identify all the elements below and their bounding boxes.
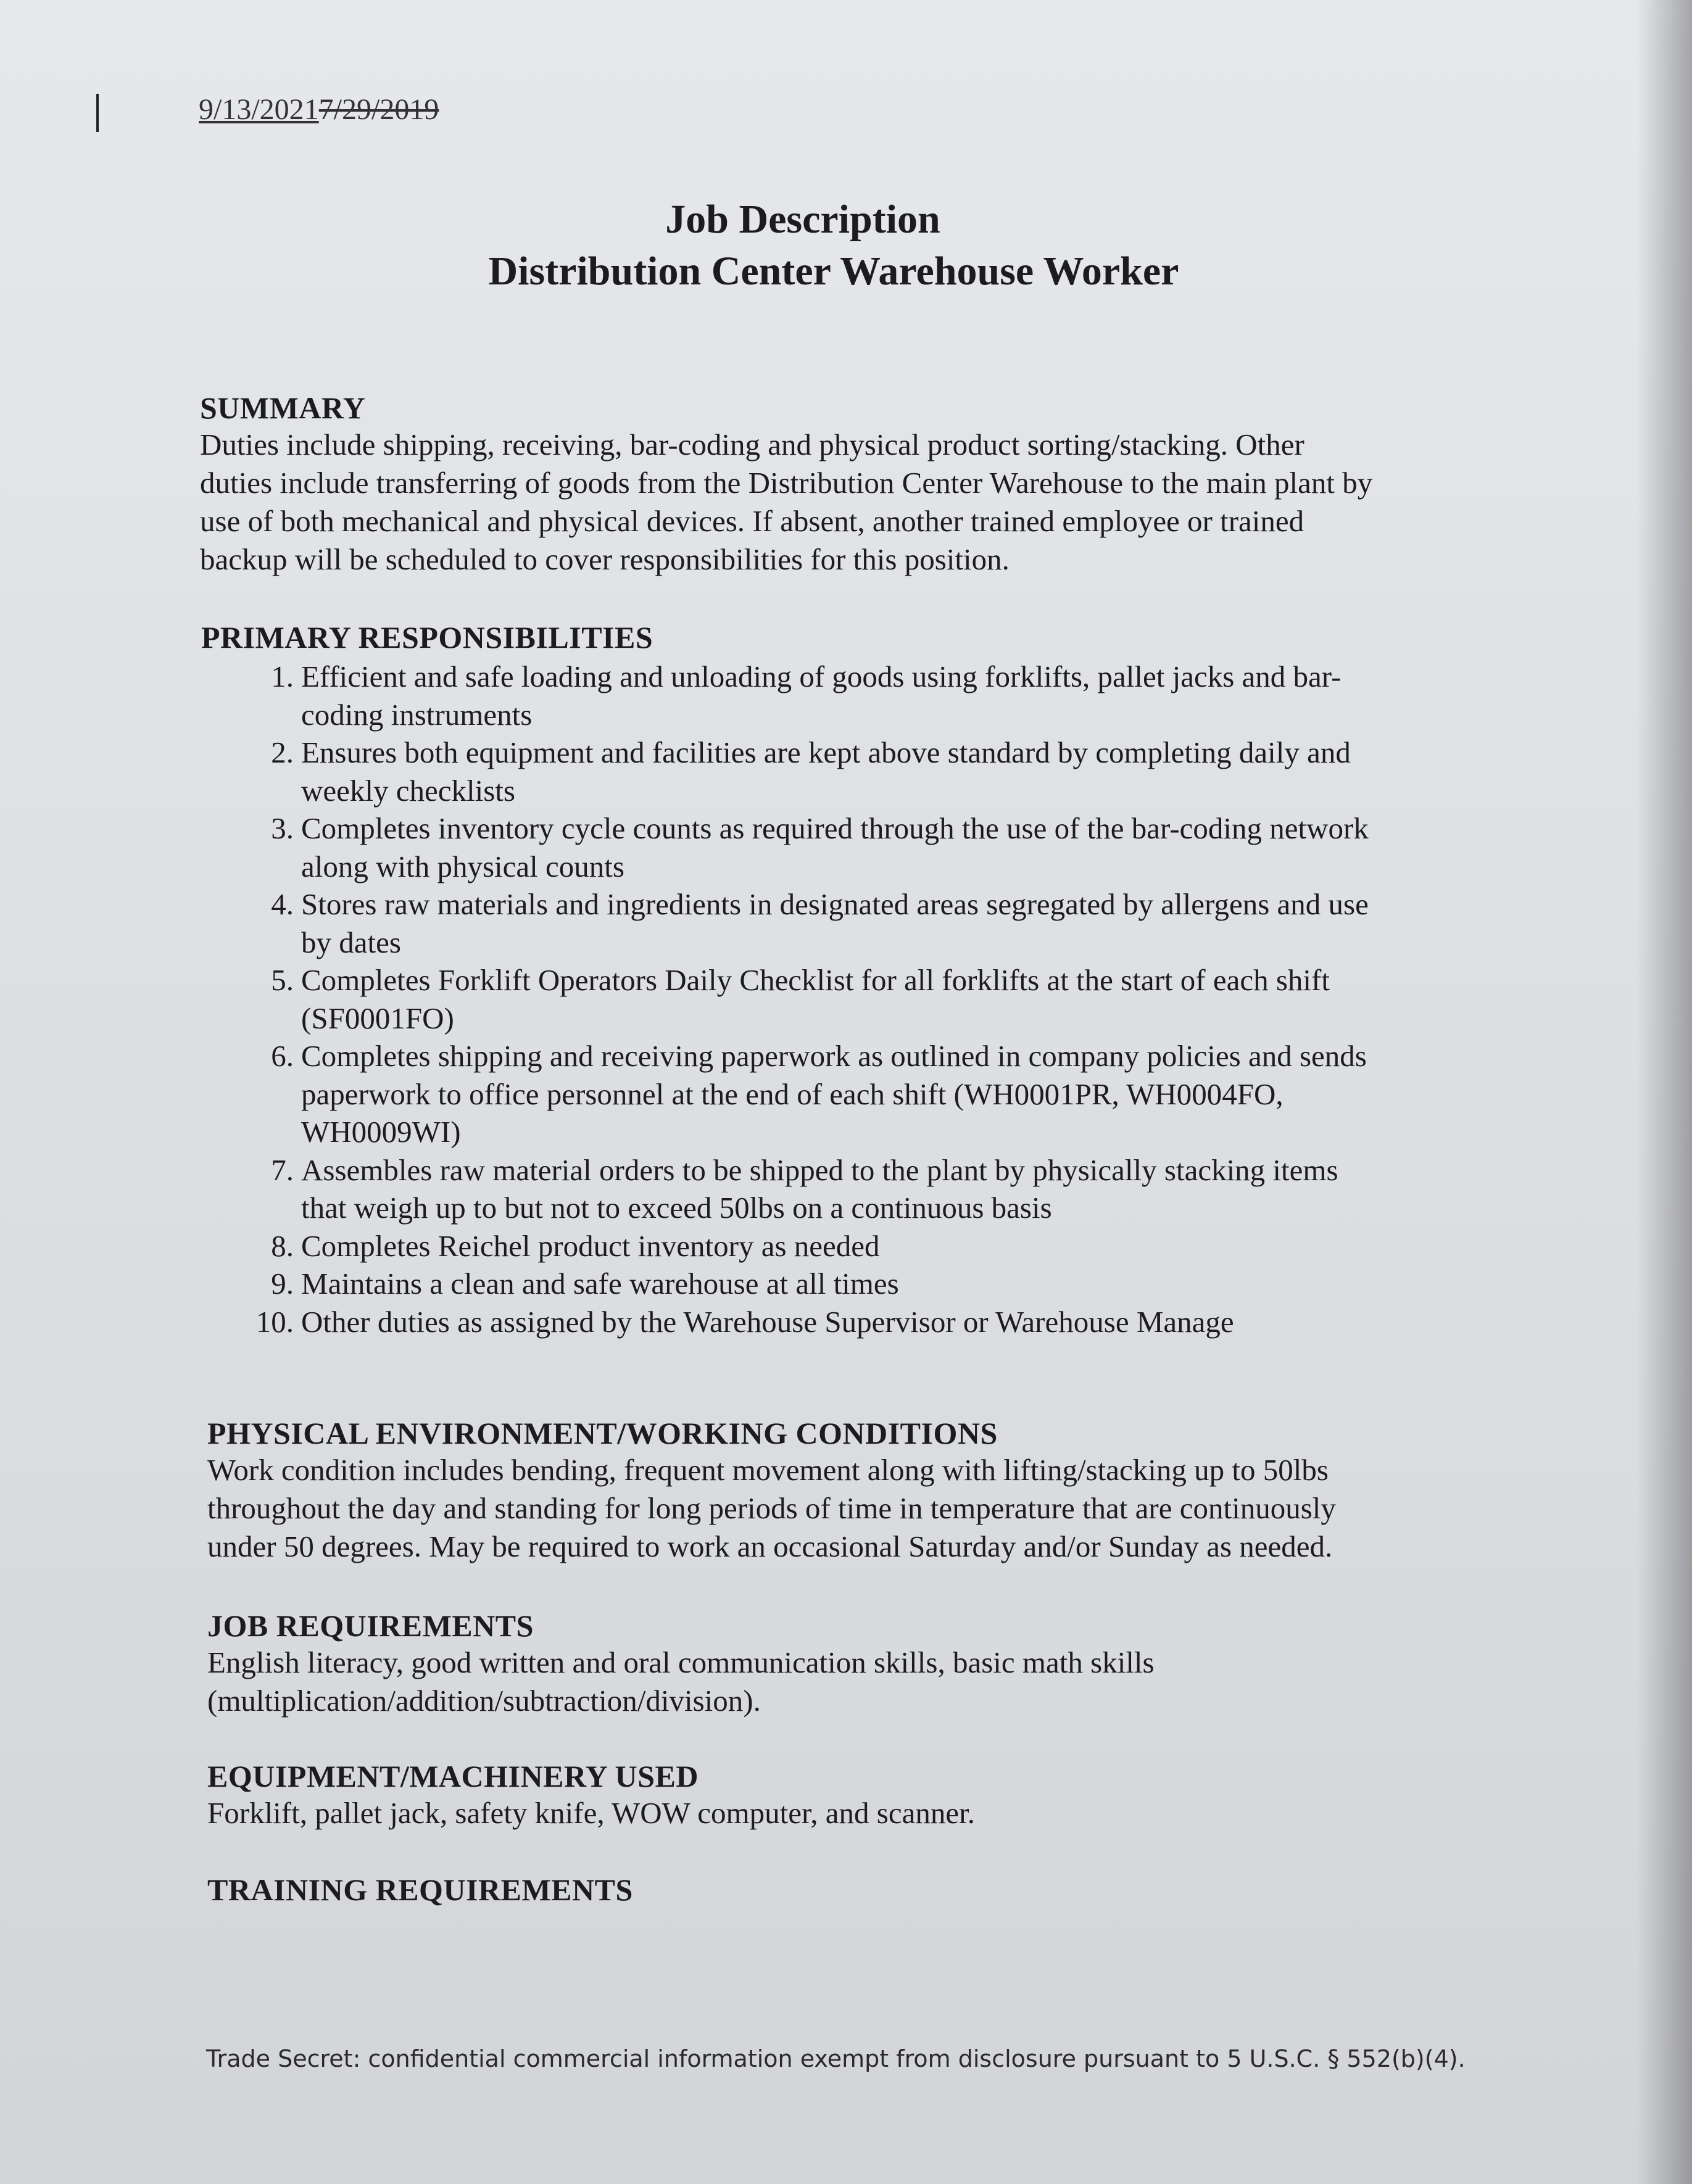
item-text: Efficient and safe loading and unloading of goods using forklifts, pallet jacks and bar- <box>301 660 1342 693</box>
environment-line: Work condition includes bending, frequent movement along with lifting/stacking up to 50lbs <box>207 1453 1329 1487</box>
item-number: 5. <box>271 963 294 997</box>
item-number: 1. <box>271 660 294 693</box>
document-title: Job Description <box>665 197 940 242</box>
training-requirements-heading: TRAINING REQUIREMENTS <box>207 1872 633 1907</box>
item-text: Ensures both equipment and facilities are kept above standard by completing daily and <box>301 735 1351 769</box>
item-text: Completes shipping and receiving paperwork as outlined in company policies and sends <box>301 1039 1367 1073</box>
job-requirements-heading: JOB REQUIREMENTS <box>207 1608 534 1643</box>
item-text: along with physical counts <box>301 849 624 883</box>
physical-environment-heading: PHYSICAL ENVIRONMENT/WORKING CONDITIONS <box>207 1416 998 1450</box>
document-subtitle: Distribution Center Warehouse Worker <box>488 249 1179 294</box>
struck-date: 7/29/2019 <box>318 93 439 126</box>
item-text: paperwork to office personnel at the end of each shift (WH0001PR, WH0004FO, <box>301 1077 1284 1111</box>
summary-line: duties include transferring of goods from the Distribution Center Warehouse to the main plant by <box>200 466 1373 500</box>
requirements-line: (multiplication/addition/subtraction/division). <box>207 1684 761 1718</box>
list-item <box>247 885 1481 961</box>
trade-secret-footer: Trade Secret: confidential commercial information exempt from disclosure pursuant to 5 U.S.C. § 552(b)(4). <box>206 2045 1466 2072</box>
summary-heading: SUMMARY <box>200 391 366 425</box>
summary-line: use of both mechanical and physical devices. If absent, another trained employee or trained <box>200 504 1304 538</box>
item-number: 7. <box>271 1152 294 1187</box>
item-text: by dates <box>301 925 401 959</box>
responsibilities-list <box>247 658 1481 1341</box>
list-item <box>247 734 1481 809</box>
item-text: Maintains a clean and safe warehouse at all times <box>301 1267 899 1301</box>
current-date: 9/13/2021 <box>199 93 319 126</box>
page-edge-shadow <box>1636 0 1692 2184</box>
list-item <box>247 1151 1481 1227</box>
item-text: Other duties as assigned by the Warehouse Supervisor or Warehouse Manage <box>301 1304 1234 1339</box>
requirements-line: English literacy, good written and oral communication skills, basic math skills <box>207 1645 1155 1679</box>
list-item <box>247 1227 1481 1265</box>
item-number: 3. <box>271 811 294 845</box>
item-text: that weigh up to but not to exceed 50lbs on a continuous basis <box>301 1191 1052 1225</box>
item-text: coding instruments <box>301 697 533 732</box>
item-text: Completes Reichel product inventory as needed <box>301 1228 880 1263</box>
item-text: Assembles raw material orders to be shipped to the plant by physically stacking items <box>301 1152 1338 1187</box>
item-number: 9. <box>271 1267 294 1301</box>
equipment-heading: EQUIPMENT/MACHINERY USED <box>207 1759 699 1793</box>
environment-line: under 50 degrees. May be required to work an occasional Saturday and/or Sunday as needed. <box>207 1529 1333 1563</box>
item-text: (SF0001FO) <box>301 1001 454 1035</box>
summary-line: backup will be scheduled to cover responsibilities for this position. <box>200 542 1010 576</box>
item-text: WH0009WI) <box>301 1115 461 1149</box>
item-text: weekly checklists <box>301 773 515 808</box>
item-number: 6. <box>271 1039 294 1073</box>
equipment-paragraph <box>207 1794 975 1832</box>
environment-line: throughout the day and standing for long periods of time in temperature that are continuously <box>207 1491 1336 1525</box>
list-item <box>247 961 1481 1037</box>
equipment-line: Forklift, pallet jack, safety knife, WOW computer, and scanner. <box>207 1796 975 1830</box>
item-text: Stores raw materials and ingredients in designated areas segregated by allergens and use <box>301 887 1369 921</box>
summary-paragraph <box>200 426 1372 579</box>
physical-environment-paragraph <box>207 1451 1336 1566</box>
list-item <box>247 1037 1481 1151</box>
item-number: 8. <box>271 1228 294 1263</box>
list-item <box>247 658 1481 734</box>
job-requirements-paragraph <box>207 1644 1155 1720</box>
revision-date <box>199 93 439 126</box>
list-item <box>247 809 1481 885</box>
list-item <box>247 1265 1481 1303</box>
item-number: 2. <box>271 735 294 769</box>
margin-mark <box>96 94 99 132</box>
item-number: 4. <box>271 887 294 921</box>
list-item <box>247 1303 1481 1341</box>
primary-responsibilities-heading: PRIMARY RESPONSIBILITIES <box>201 620 653 655</box>
summary-line: Duties include shipping, receiving, bar-coding and physical product sorting/stacking. Other <box>200 428 1304 461</box>
item-text: Completes Forklift Operators Daily Checklist for all forklifts at the start of each shift <box>301 963 1330 997</box>
item-number: 10. <box>255 1304 294 1339</box>
item-text: Completes inventory cycle counts as required through the use of the bar-coding network <box>301 811 1369 845</box>
